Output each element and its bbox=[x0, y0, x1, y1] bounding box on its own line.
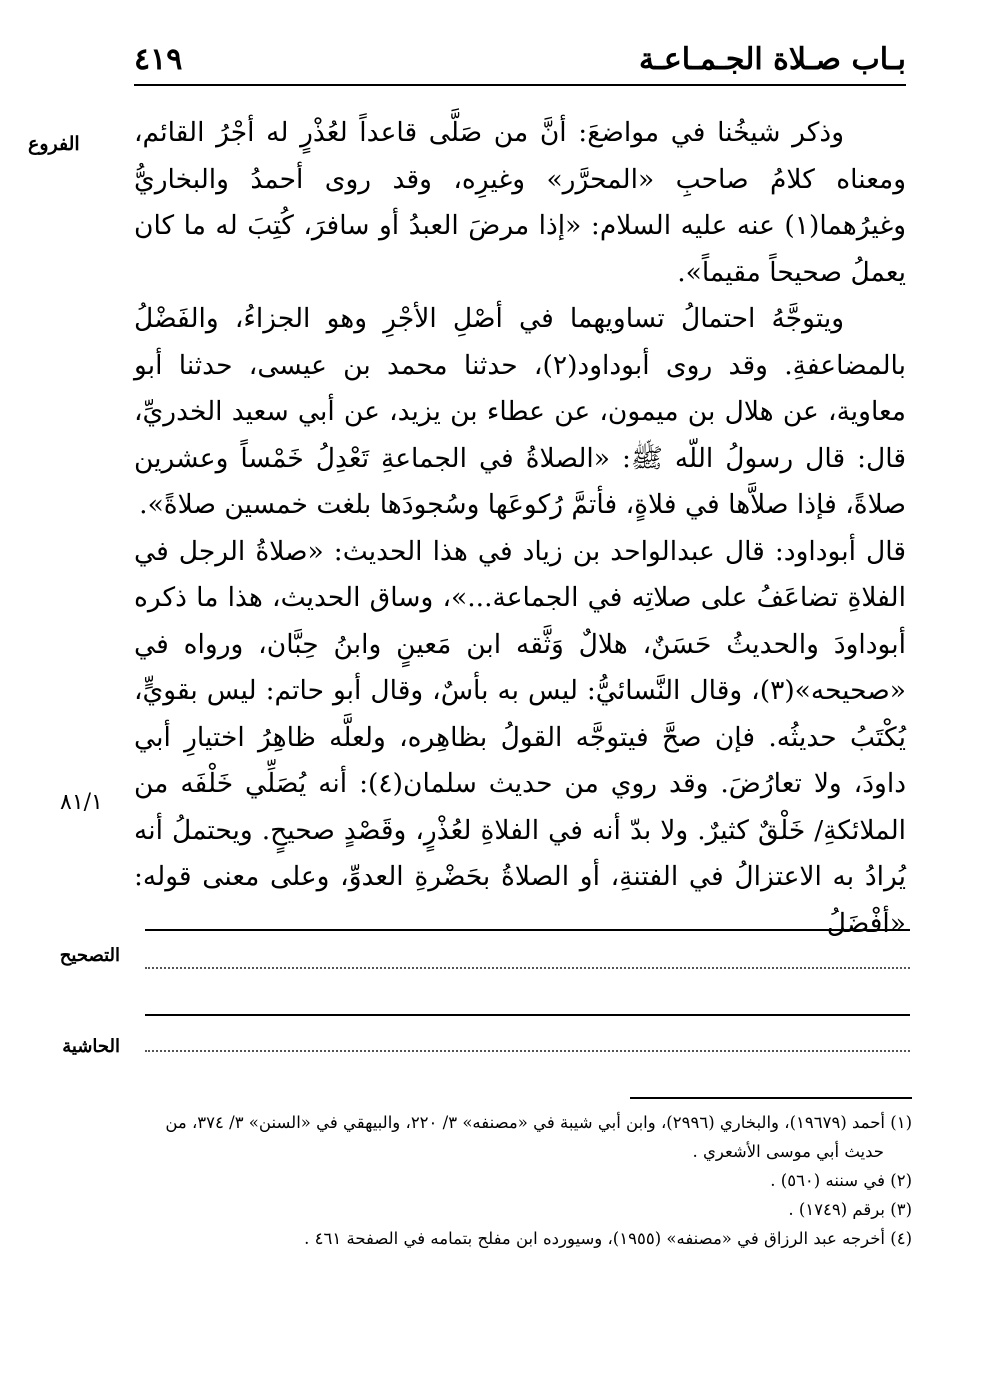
footnote: (١) أحمد (١٩٦٧٩)، والبخاري (٢٩٩٦)، وابن أبي شيبة في «مصنفه» ٣/ ٢٢٠، والبيهقي في «السنن» ٣/ ٣٧٤، من bbox=[165, 1113, 912, 1132]
margin-note-label: الحاشية bbox=[62, 1036, 120, 1057]
footnote-continuation: حديث أبي موسى الأشعري . bbox=[692, 1142, 884, 1161]
margin-note-top-rule bbox=[145, 1014, 910, 1016]
correction-label: التصحيح bbox=[59, 945, 120, 966]
paragraph: قال أبوداود: قال عبدالواحد بن زياد في هذا الحديث: «صلاةُ الرجل في الفلاةِ تضاعَفُ على صلاتِه في الجماعة...»، وساق الحديث، هذا ما ذكره أبوداودَ والحديثُ حَسَنٌ، هلالٌ وَثَّقه ابن مَعينٍ وابنُ حِبَّان، ورواه في «صحيحه»(٣)، وقال النَّسائيُّ: ليس به بأسٌ، وقال أبو حاتم: ليس بقويٍّ، يُكْتَبُ حديثُه. فإن صحَّ فيتوجَّه القولُ بظاهِره، ولعلَّه ظاهِرُ اختيارِ أبي داودَ، ولا تعارُضَ. وقد روي من حديث سلمان(٤): أنه يُصَلِّي خَلْفَه من الملائكةِ/ خَلْقٌ كثيرٌ. ولا بدّ أنه في الفلاةِ لعُذْرٍ، وقَصْدٍ صحيحٍ. ويحتملُ أنه يُرادُ به الاعتزالُ في الفتنةِ، أو الصلاةُ بحَضْرةِ العدوِّ، وعلى معنى قوله: «أفْضَلُ bbox=[134, 535, 906, 939]
page-header bbox=[134, 40, 906, 86]
paragraph: ويتوجَّهُ احتمالُ تساويهما في أصْلِ الأجْرِ وهو الجزاءُ، والفَضْلُ بالمضاعفةِ. وقد روى أبوداود(٢)، حدثنا محمد بن عيسى، حدثنا أبو معاوية، عن هلال بن ميمون، عن عطاء بن يزيد، عن أبي سعيد الخدريِّ، قال: قال رسولُ اللّه ﷺ: «الصلاةُ في الجماعةِ تَعْدِلُ خَمْساً وعشرين صلاةً، فإذا صلاَّها في فلاةٍ، فأتمَّ رُكوعَها وسُجودَها بلغت خمسين صلاةً». bbox=[134, 303, 906, 520]
footnote: (٢) في سننه (٥٦٠) . bbox=[770, 1171, 912, 1190]
footnote: (٣) برقم (١٧٤٩) . bbox=[788, 1200, 912, 1219]
margin-volume-ref: ٨١/١ bbox=[60, 790, 103, 815]
footnote: (٤) أخرجه عبد الرزاق في «مصنفه» (١٩٥٥)، وسيورده ابن مفلح بتمامه في الصفحة ٤٦١ . bbox=[304, 1229, 912, 1248]
page-number: ٤١٩ bbox=[134, 42, 183, 77]
chapter-title: بـاب صـلاة الجـمـاعـة bbox=[639, 42, 906, 77]
correction-dotted-line bbox=[145, 967, 910, 969]
main-text bbox=[134, 110, 906, 947]
paragraph: وذكر شيخُنا في مواضعَ: أنَّ من صَلَّى قاعداً لعُذْرٍ له أجْرُ القائم، ومعناه كلامُ صاحبِ «المحرَّر» وغيرِه، وقد روى أحمدُ والبخاريُّ وغيرُهما(١) عنه عليه السلام: «إذا مرضَ العبدُ أو سافرَ، كُتِبَ له ما كان يعملُ صحيحاً مقيماً». bbox=[134, 117, 906, 288]
footnote-separator bbox=[630, 1097, 912, 1099]
footnotes bbox=[140, 1108, 912, 1253]
correction-top-rule bbox=[145, 929, 910, 931]
margin-book-label: الفروع bbox=[28, 133, 80, 155]
margin-note-dotted-line bbox=[145, 1050, 910, 1052]
